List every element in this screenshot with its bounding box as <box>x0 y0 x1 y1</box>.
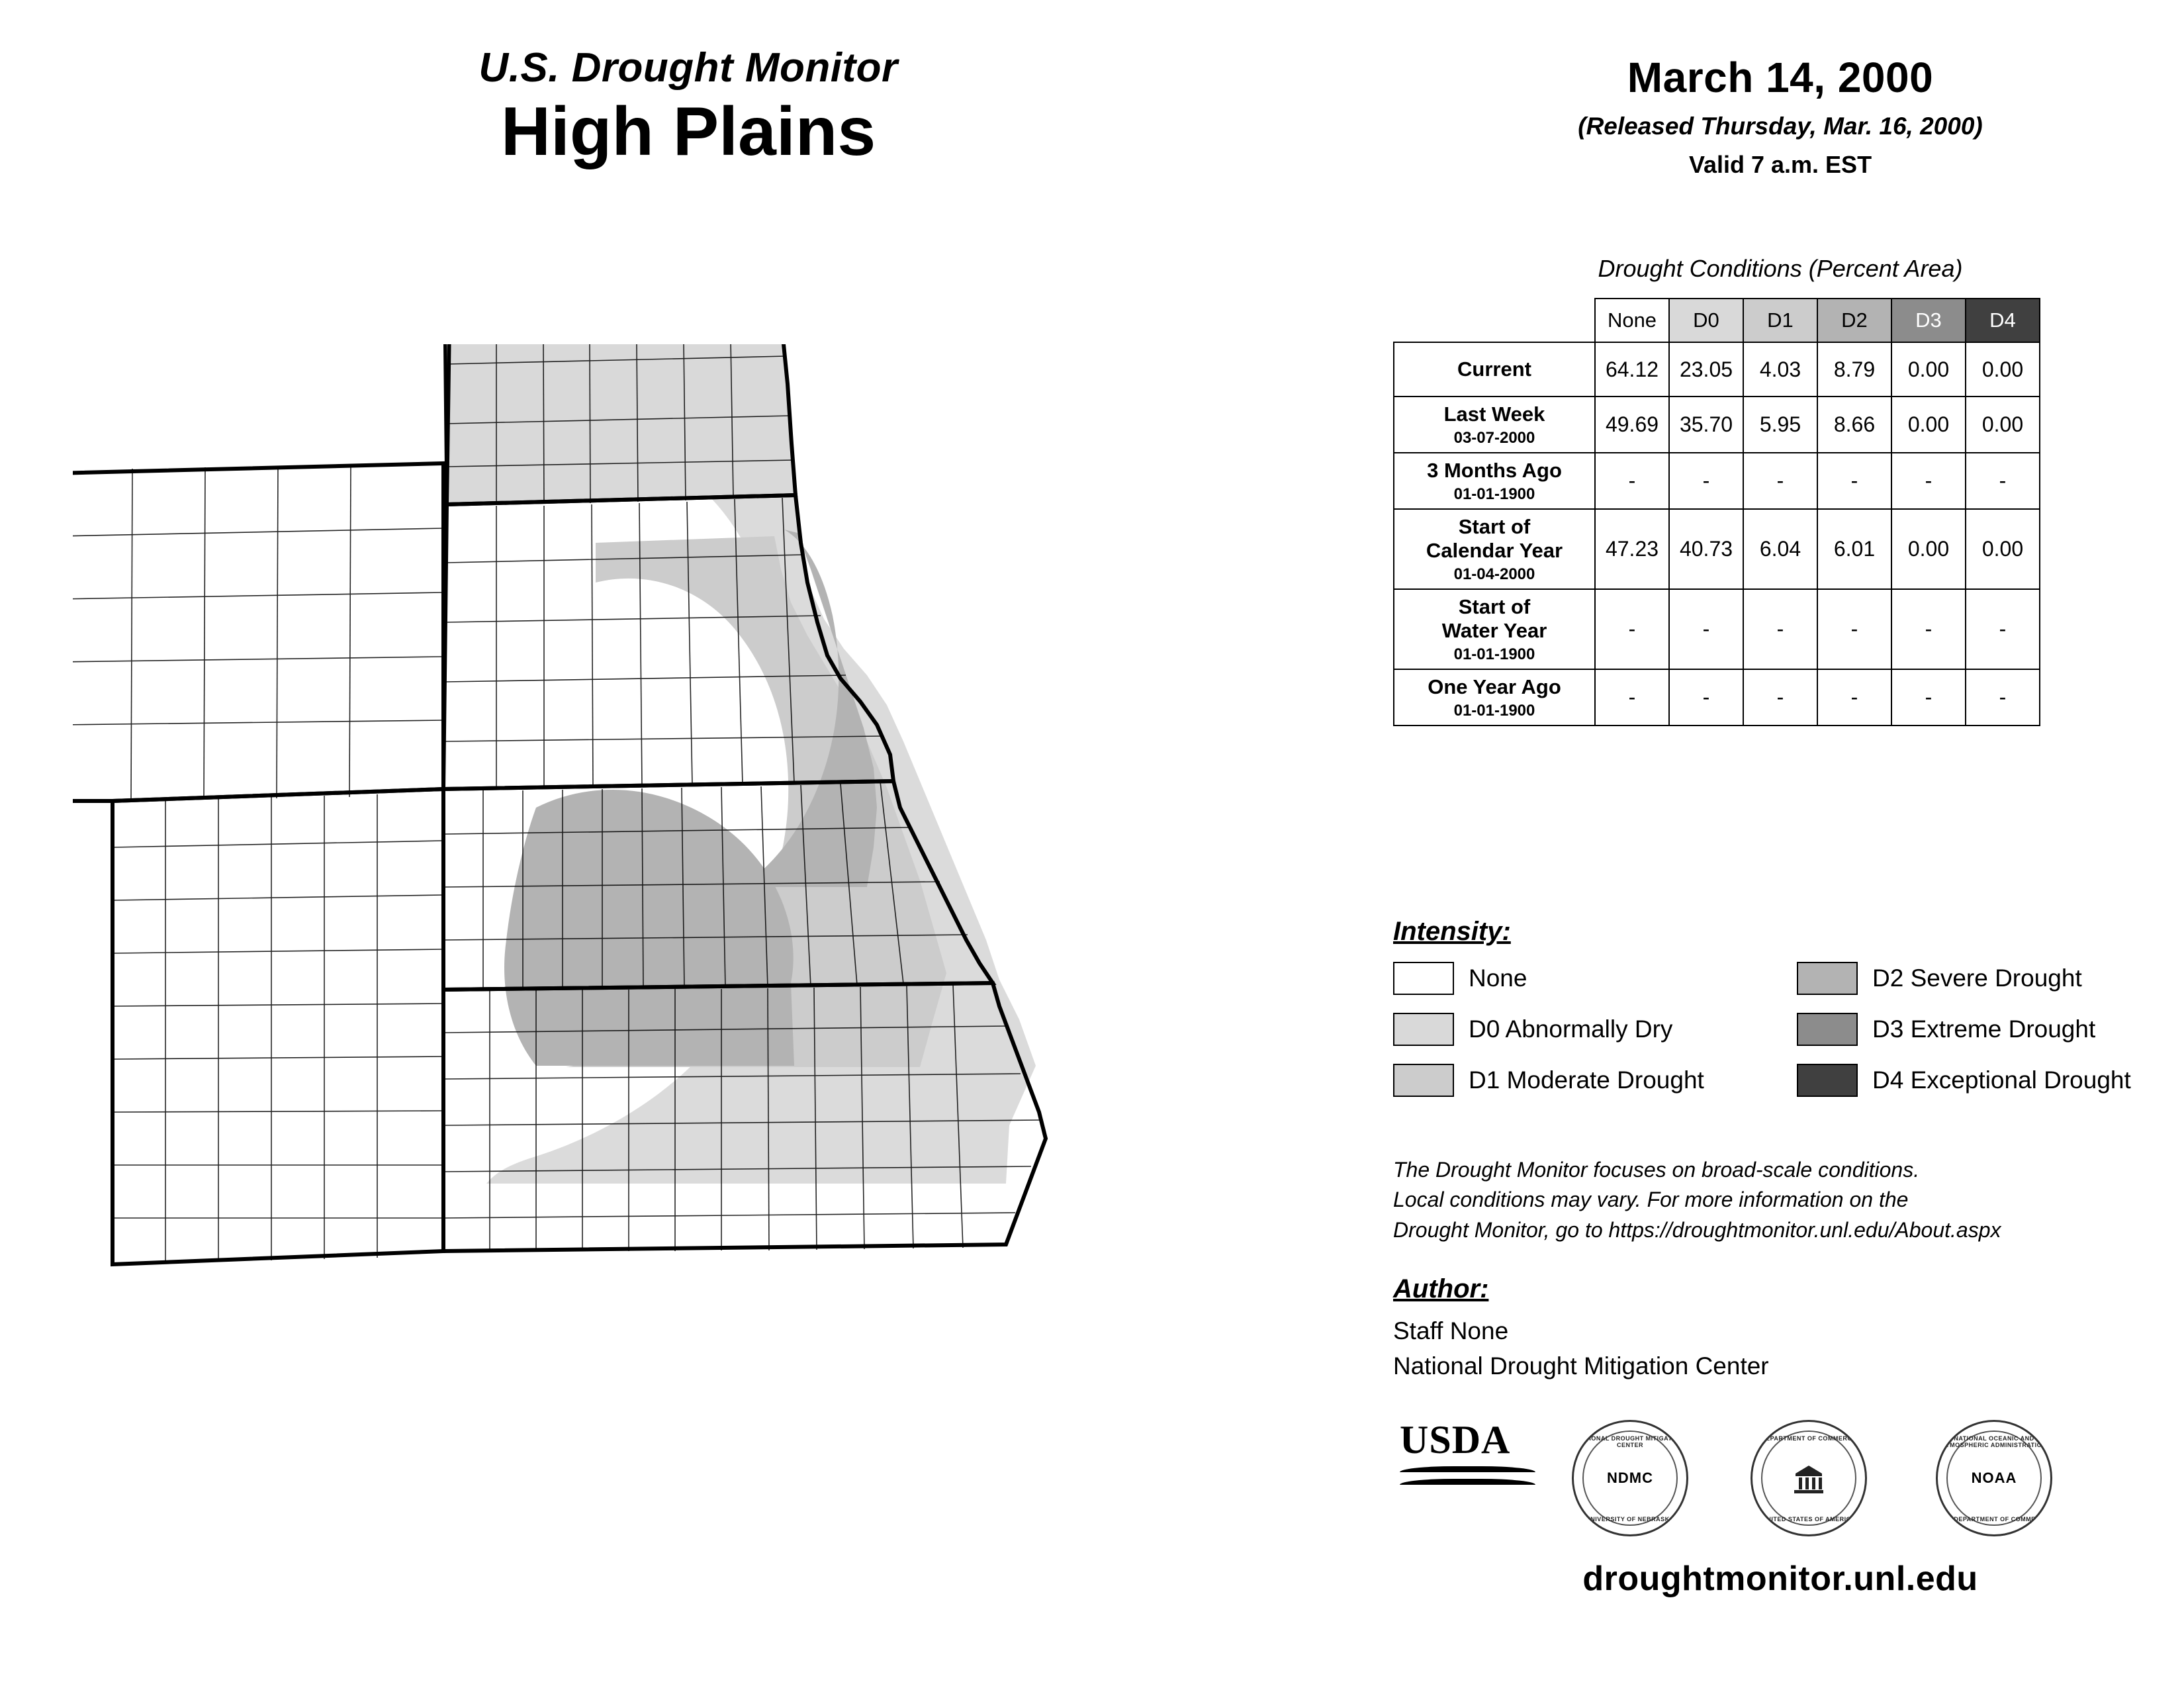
swatch-d3-icon <box>1797 1013 1858 1046</box>
swatch-d0-icon <box>1393 1013 1454 1046</box>
row-label-date: 01-01-1900 <box>1453 701 1535 720</box>
cell-3months-d3: - <box>1891 453 1966 509</box>
cell-current-d4: 0.00 <box>1966 342 2040 397</box>
legend-label-d0: D0 Abnormally Dry <box>1469 1015 1673 1043</box>
doc-seal-icon <box>1751 1420 1867 1536</box>
cell-wateryear-none: - <box>1595 589 1669 669</box>
row-label-three-months <box>1394 453 1595 509</box>
table-header-row <box>1394 299 2040 342</box>
usda-logo <box>1400 1420 1535 1485</box>
region-title: High Plains <box>500 93 876 171</box>
row-label-date: 01-04-2000 <box>1453 565 1535 583</box>
valid-date: March 14, 2000 <box>1627 54 1934 101</box>
usda-bars-icon <box>1400 1466 1535 1485</box>
table-row <box>1394 509 2040 589</box>
cell-current-d3: 0.00 <box>1891 342 1966 397</box>
cell-oneyear-d1: - <box>1743 669 1817 726</box>
logo-row <box>1393 1420 2174 1539</box>
ndmc-arc-top: NATIONAL DROUGHT MITIGATION CENTER <box>1576 1435 1684 1448</box>
cell-calyear-d2: 6.01 <box>1817 509 1891 589</box>
author-heading: Author: <box>1393 1274 1489 1303</box>
legend-label-none: None <box>1469 964 1527 992</box>
table-row <box>1394 589 2040 669</box>
row-label-one-year-ago <box>1394 669 1595 726</box>
disclaimer-line-2: Local conditions may vary. For more information on the <box>1393 1188 1909 1212</box>
cell-3months-none: - <box>1595 453 1669 509</box>
legend-item-none <box>1393 960 1704 997</box>
cell-current-d0: 23.05 <box>1669 342 1743 397</box>
row-label-date: 01-01-1900 <box>1453 645 1535 663</box>
table-caption: Drought Conditions (Percent Area) <box>1598 255 1963 282</box>
disclaimer-line-3: Drought Monitor, go to https://droughtmonitor.unl.edu/About.aspx <box>1393 1217 2001 1242</box>
col-header-d4: D4 <box>1966 299 2040 342</box>
cell-current-none: 64.12 <box>1595 342 1669 397</box>
cell-wateryear-d1: - <box>1743 589 1817 669</box>
author-affiliation: National Drought Mitigation Center <box>1393 1352 1769 1380</box>
legend-label-d1: D1 Moderate Drought <box>1469 1066 1704 1094</box>
table-row <box>1394 397 2040 453</box>
legend-item-d0 <box>1393 1011 1704 1048</box>
author-name: Staff None <box>1393 1317 1509 1344</box>
doc-arc-top: DEPARTMENT OF COMMERCE <box>1761 1435 1856 1442</box>
legend-label-d3: D3 Extreme Drought <box>1872 1015 2096 1043</box>
cell-lastweek-d3: 0.00 <box>1891 397 1966 453</box>
intensity-heading: Intensity: <box>1393 917 1511 946</box>
legend-column-left <box>1393 960 1704 1113</box>
cell-wateryear-d3: - <box>1891 589 1966 669</box>
map-svg[interactable] <box>73 344 1343 1556</box>
released-date: (Released Thursday, Mar. 16, 2000) <box>1578 113 1983 140</box>
colorado-shape[interactable] <box>113 789 443 1264</box>
cell-lastweek-d1: 5.95 <box>1743 397 1817 453</box>
usda-wordmark: USDA <box>1400 1418 1511 1462</box>
row-label-current <box>1394 342 1595 397</box>
row-label-text-line1: Start of <box>1458 595 1531 619</box>
ndmc-seal-icon <box>1572 1420 1688 1536</box>
disclaimer <box>1393 1155 2174 1245</box>
cell-oneyear-d0: - <box>1669 669 1743 726</box>
col-header-d3: D3 <box>1891 299 1966 342</box>
table-row <box>1394 453 2040 509</box>
title-block <box>0 45 1377 171</box>
legend-item-d1 <box>1393 1062 1704 1099</box>
cell-lastweek-d2: 8.66 <box>1817 397 1891 453</box>
cell-wateryear-d4: - <box>1966 589 2040 669</box>
row-label-text: One Year Ago <box>1428 675 1561 699</box>
cell-current-d1: 4.03 <box>1743 342 1817 397</box>
cell-lastweek-d0: 35.70 <box>1669 397 1743 453</box>
cell-current-d2: 8.79 <box>1817 342 1891 397</box>
noaa-arc-bottom: U.S. DEPARTMENT OF COMMERCE <box>1938 1516 2050 1523</box>
cell-lastweek-d4: 0.00 <box>1966 397 2040 453</box>
swatch-none-icon <box>1393 962 1454 995</box>
cell-3months-d4: - <box>1966 453 2040 509</box>
disclaimer-line-1: The Drought Monitor focuses on broad-scale conditions. <box>1393 1158 1920 1182</box>
row-label-text-line2: Calendar Year <box>1426 539 1563 563</box>
table-row <box>1394 669 2040 726</box>
noaa-arc-top: NATIONAL OCEANIC AND ATMOSPHERIC ADMINISTRATION <box>1941 1435 2047 1448</box>
legend-label-d2: D2 Severe Drought <box>1872 964 2082 992</box>
cell-3months-d0: - <box>1669 453 1743 509</box>
table-corner-cell <box>1394 299 1595 342</box>
date-header <box>1390 53 2171 179</box>
footer-url: droughtmonitor.unl.edu <box>1582 1560 1978 1598</box>
table-row <box>1394 342 2040 397</box>
row-label-water-year <box>1394 589 1595 669</box>
cell-calyear-d4: 0.00 <box>1966 509 2040 589</box>
product-title: U.S. Drought Monitor <box>478 45 898 91</box>
department-of-commerce-logo <box>1751 1420 1867 1536</box>
cell-calyear-d0: 40.73 <box>1669 509 1743 589</box>
ndmc-logo <box>1572 1420 1688 1536</box>
cell-wateryear-d2: - <box>1817 589 1891 669</box>
col-header-none: None <box>1595 299 1669 342</box>
cell-oneyear-d4: - <box>1966 669 2040 726</box>
doc-arc-bottom: UNITED STATES OF AMERICA <box>1762 1516 1856 1523</box>
legend-item-d2 <box>1797 960 2131 997</box>
col-header-d1: D1 <box>1743 299 1817 342</box>
cell-lastweek-none: 49.69 <box>1595 397 1669 453</box>
drought-map[interactable] <box>73 344 1343 1556</box>
row-label-text: Current <box>1457 357 1531 381</box>
cell-calyear-none: 47.23 <box>1595 509 1669 589</box>
noaa-text: NOAA <box>1971 1470 2017 1486</box>
cell-calyear-d1: 6.04 <box>1743 509 1817 589</box>
row-label-date: 03-07-2000 <box>1453 428 1535 447</box>
row-label-date: 01-01-1900 <box>1453 485 1535 503</box>
swatch-d1-icon <box>1393 1064 1454 1097</box>
ndmc-text: NDMC <box>1607 1470 1653 1486</box>
ndmc-arc-bottom: UNIVERSITY OF NEBRASKA <box>1586 1516 1674 1523</box>
cell-wateryear-d0: - <box>1669 589 1743 669</box>
row-label-text: 3 Months Ago <box>1427 459 1562 483</box>
d0-north-dakota <box>447 344 796 504</box>
legend-label-d4: D4 Exceptional Drought <box>1872 1066 2131 1094</box>
valid-time: Valid 7 a.m. EST <box>1688 151 1872 178</box>
row-label-text: Last Week <box>1443 402 1545 426</box>
row-label-last-week <box>1394 397 1595 453</box>
row-label-text-line2: Water Year <box>1441 618 1547 642</box>
row-label-text-line1: Start of <box>1458 515 1531 539</box>
noaa-logo <box>1936 1420 2052 1536</box>
cell-oneyear-d3: - <box>1891 669 1966 726</box>
col-header-d2: D2 <box>1817 299 1891 342</box>
row-label-calendar-year <box>1394 509 1595 589</box>
cell-3months-d2: - <box>1817 453 1891 509</box>
drought-conditions-table <box>1393 298 2040 726</box>
legend-item-d3 <box>1797 1011 2131 1048</box>
swatch-d2-icon <box>1797 962 1858 995</box>
legend-column-right <box>1797 960 2131 1113</box>
cell-3months-d1: - <box>1743 453 1817 509</box>
cell-calyear-d3: 0.00 <box>1891 509 1966 589</box>
author-block <box>1393 1314 2174 1383</box>
wyoming-shape[interactable] <box>73 463 443 801</box>
noaa-seal-icon <box>1936 1420 2052 1536</box>
cell-oneyear-none: - <box>1595 669 1669 726</box>
cell-oneyear-d2: - <box>1817 669 1891 726</box>
swatch-d4-icon <box>1797 1064 1858 1097</box>
legend-item-d4 <box>1797 1062 2131 1099</box>
col-header-d0: D0 <box>1669 299 1743 342</box>
